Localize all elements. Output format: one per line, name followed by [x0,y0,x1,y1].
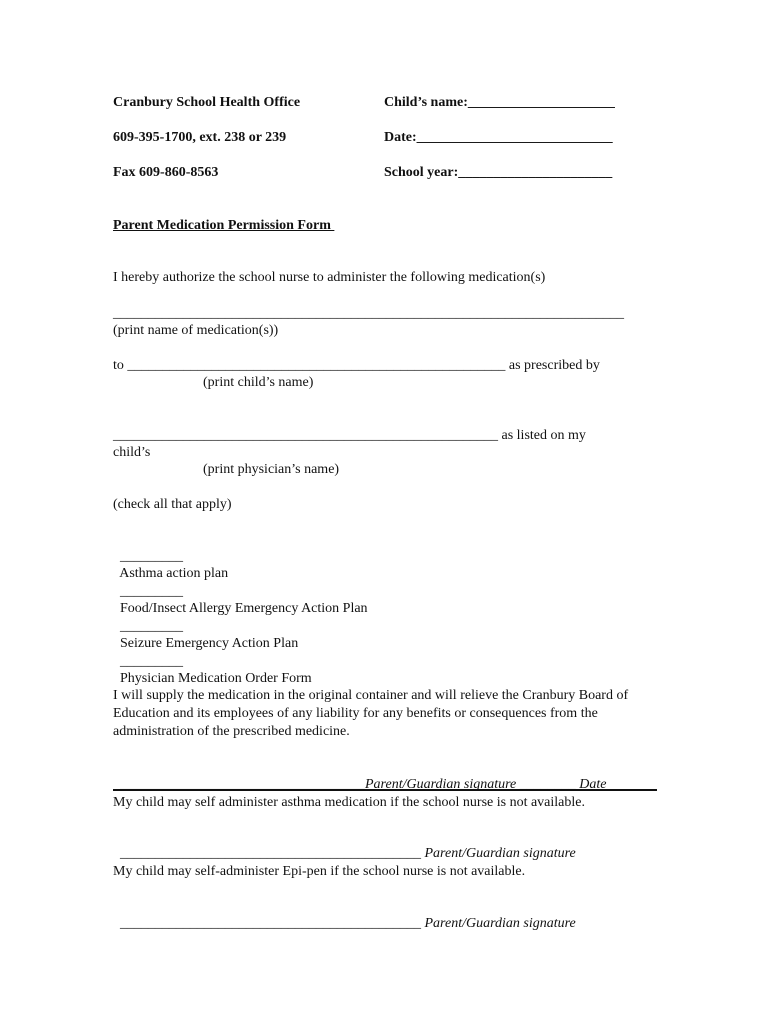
medication-name-field[interactable]: _________________________________________________________________________ [113,306,624,321]
signature-blank[interactable]: ___________________________________________ [120,916,421,931]
office-fax: Fax 609-860-8563 [113,165,219,180]
checklist-label: Asthma action plan [119,566,229,581]
checkbox-blank[interactable]: _________ [120,619,183,634]
date-label: Date [579,777,607,792]
child-name-caption: (print child’s name) [203,375,314,390]
asthma-self-administer-text: My child may self administer asthma medication if the school nurse is not available. [113,795,585,810]
childs-name-field[interactable]: Child’s name:_____________________ [384,95,615,110]
checklist-label: Physician Medication Order Form [120,671,312,686]
checkbox-blank[interactable]: _________ [120,584,183,599]
physician-caption: (print physician’s name) [203,462,340,477]
date-blank[interactable]: ________ [519,777,576,792]
form-title: Parent Medication Permission Form [113,218,335,233]
checkbox-blank[interactable]: _________ [120,654,183,669]
checklist-label: Food/Insect Allergy Emergency Action Plan [120,601,368,616]
epipen-signature-row[interactable] [113,898,576,932]
medication-caption: (print name of medication(s)) [113,323,279,338]
signature-label: Parent/Guardian signature [424,916,576,931]
school-year-field[interactable]: School year:______________________ [384,165,613,180]
physician-name-field[interactable]: _______________________________________________________ as listed on my [113,428,586,443]
signature-blank[interactable]: ___________________________________________ [120,846,421,861]
parent-signature-date-row[interactable] [113,759,607,793]
check-instruction: (check all that apply) [113,497,232,512]
signature-blank[interactable]: ___________________________________ [120,777,365,792]
authorize-text: I hereby authorize the school nurse to administer the following medication(s) [113,270,546,285]
office-name: Cranbury School Health Office [113,95,301,110]
signature-label: Parent/Guardian signature [365,777,517,792]
date-field[interactable]: Date:____________________________ [384,130,613,145]
childs-word: child’s [113,445,151,460]
asthma-signature-row[interactable] [113,828,576,862]
child-name-field[interactable]: to ______________________________________________________ as prescribed by [113,358,600,373]
checklist-item-physician-order[interactable] [113,636,312,687]
office-phone: 609-395-1700, ext. 238 or 239 [113,130,287,145]
liability-paragraph: I will supply the medication in the original container and will relieve the Cranbury Board of Education and its employees of any liability for any benefits or consequences from the administration of the prescribed medicine. [113,688,629,739]
epipen-self-administer-text: My child may self-administer Epi-pen if the school nurse is not available. [113,864,526,879]
divider [113,789,657,791]
signature-label: Parent/Guardian signature [424,846,576,861]
checklist-label: Seizure Emergency Action Plan [120,636,299,651]
checkbox-blank[interactable]: _________ [120,549,183,564]
